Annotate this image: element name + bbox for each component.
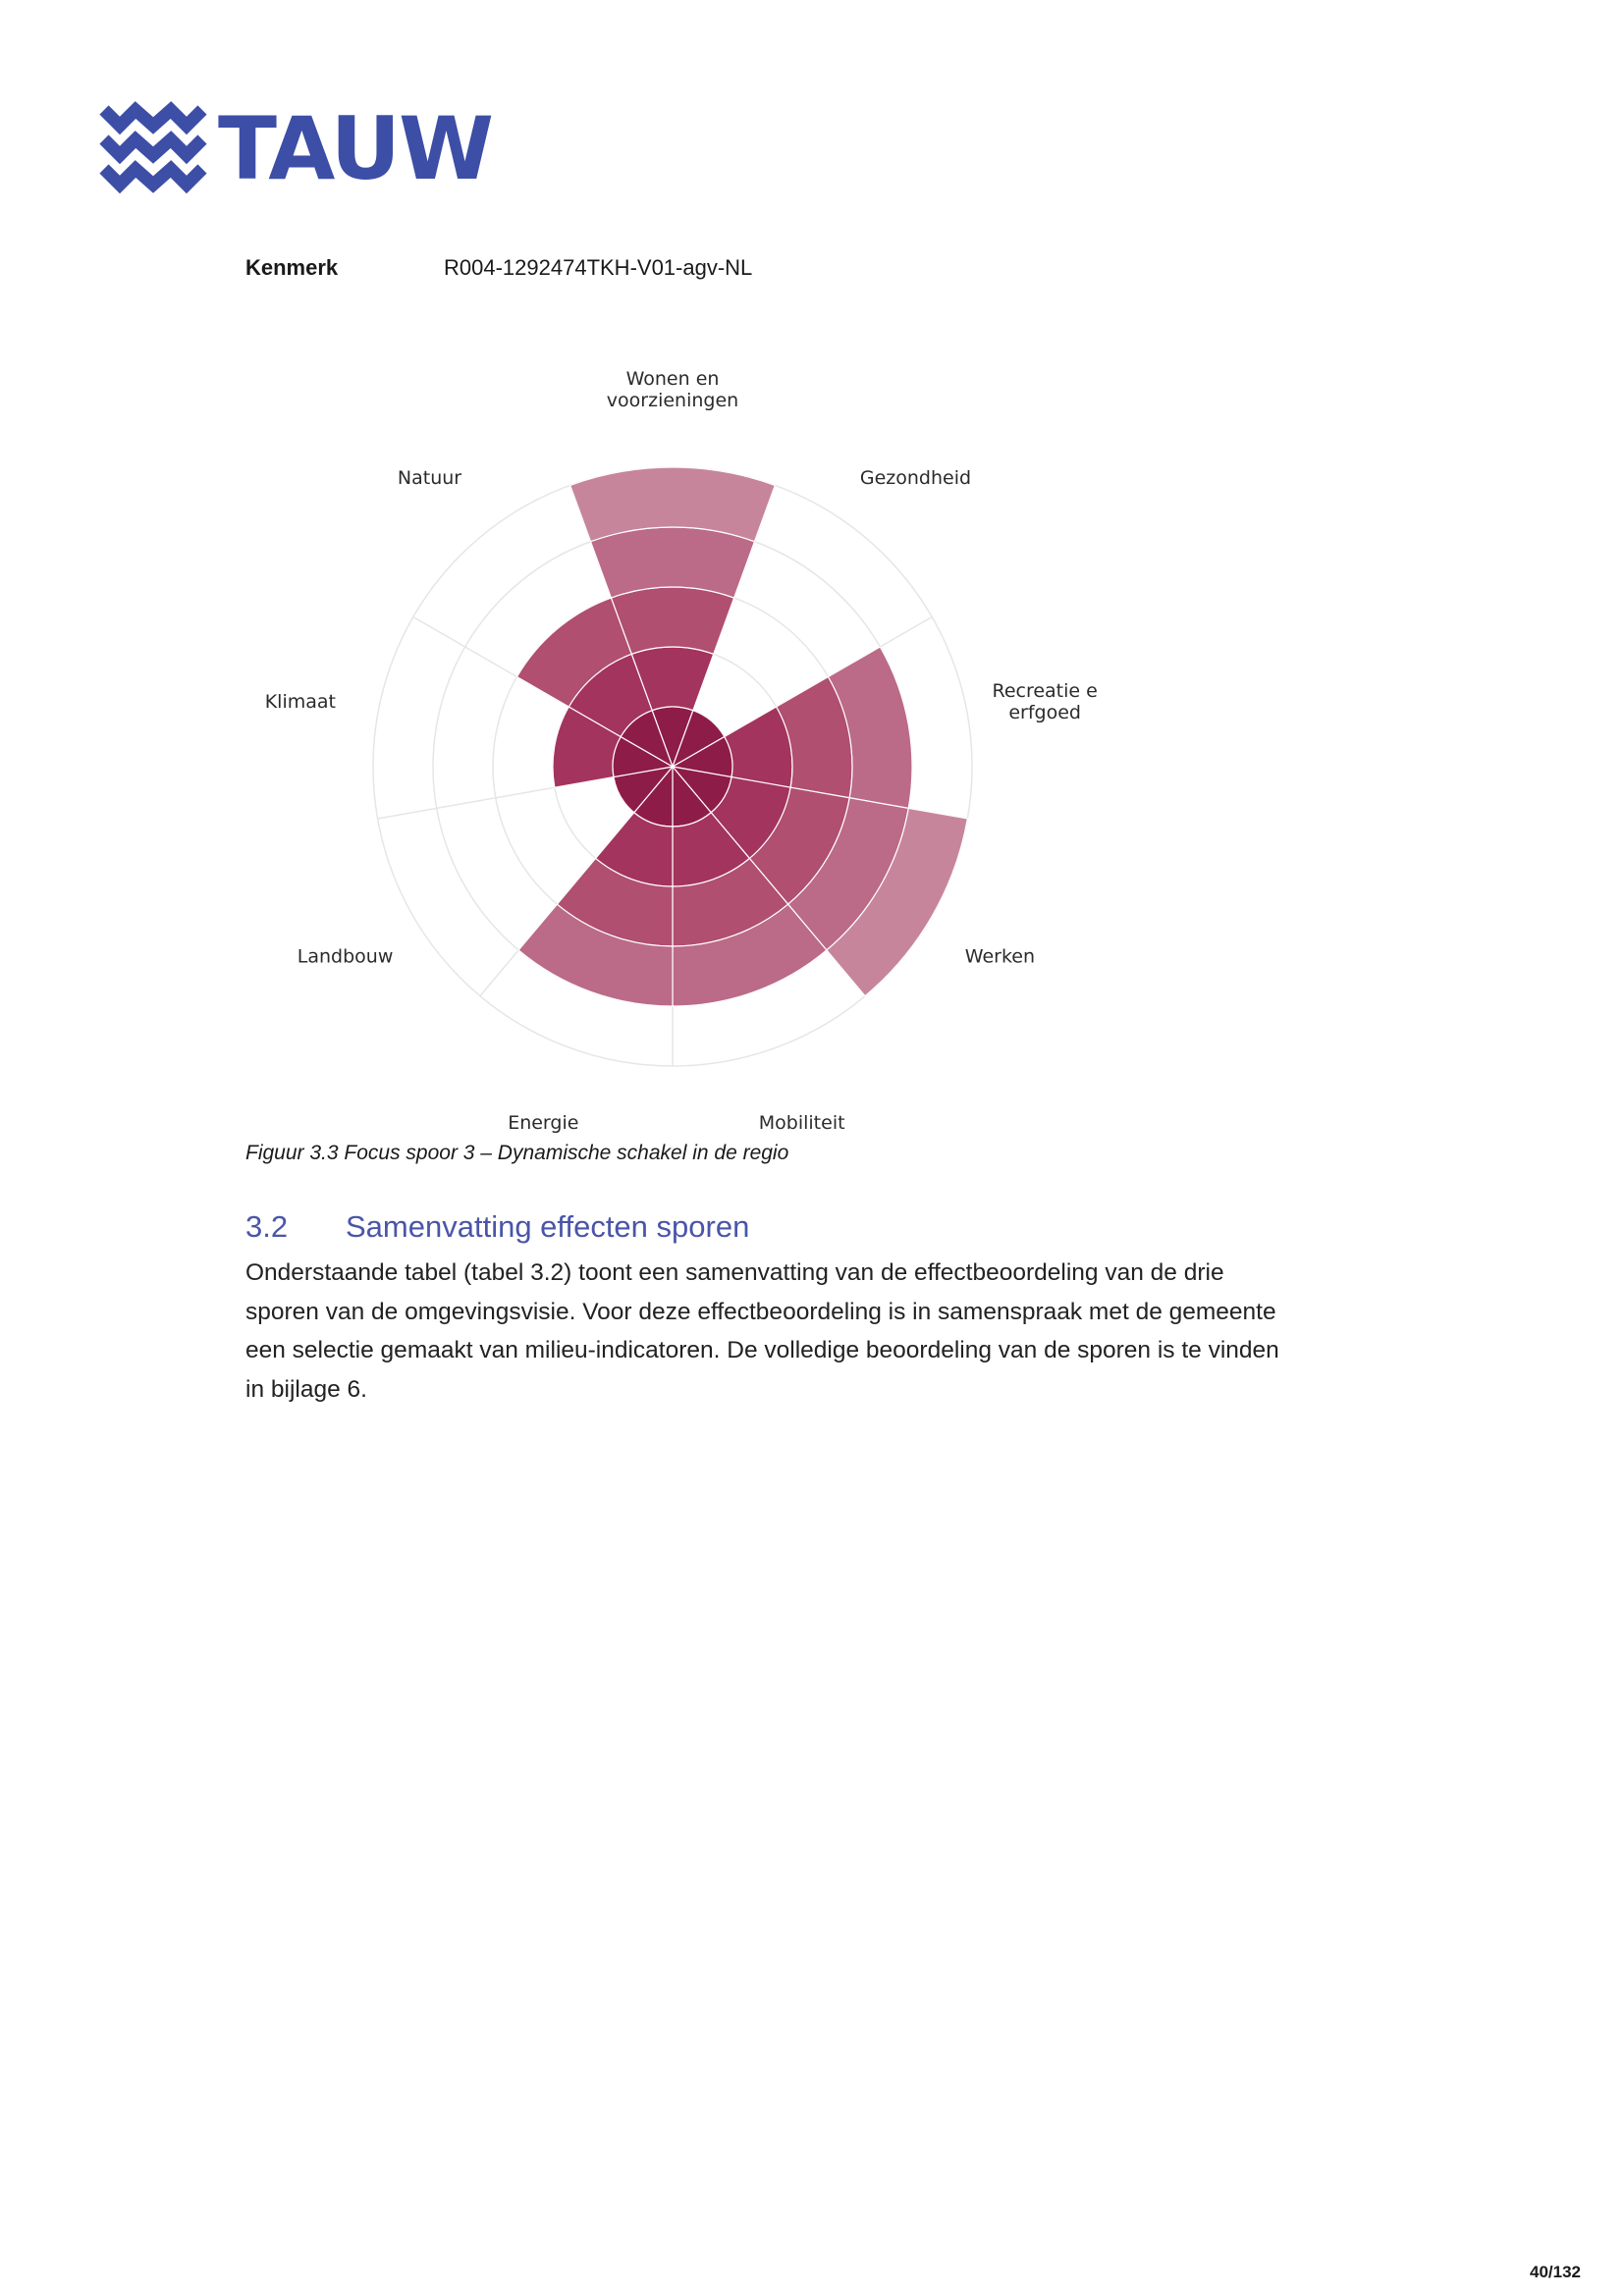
company-logo [98,98,491,201]
polar-area-chart [245,368,1129,1134]
logo-wordmark: TAUW [218,98,493,199]
category-label: Energie [508,1111,579,1134]
body-line: een selectie gemaakt van milieu-indicatoren. De volledige beoordeling van de sporen is te vinden [245,1337,1279,1363]
reference-label: Kenmerk [245,255,339,280]
chart-wedges [517,467,968,1006]
body-line: in bijlage 6. [245,1375,367,1403]
category-label: Mobiliteit [758,1111,845,1134]
wedge-segment [611,587,733,654]
category-label: Wonen en voorzieningen [606,368,739,411]
category-label: Landbouw [297,945,394,968]
category-label: Natuur [397,467,462,490]
tauw-wave-icon [98,98,208,201]
figure-caption: Figuur 3.3 Focus spoor 3 – Dynamische schakel in de regio [245,1142,789,1164]
section-number: 3.2 [245,1209,289,1244]
wedge-segment [591,527,755,598]
body-paragraph [245,1254,1384,1409]
category-label: Klimaat [264,691,336,714]
page-number: 40/132 [1530,2263,1581,2281]
category-label: Gezondheid [859,467,972,490]
section-title: Samenvatting effecten sporen [346,1209,750,1244]
category-label: Werken [964,945,1036,968]
body-line: Onderstaande tabel (tabel 3.2) toont een samenvatting van de effectbeoordeling van de drie [245,1259,1224,1286]
body-line: sporen van de omgevingsvisie. Voor deze effectbeoordeling is in samenspraak met de gemeente [245,1298,1276,1325]
category-label: Recreatie e erfgoed [992,680,1098,724]
reference-value: R004-1292474TKH-V01-agv-NL [444,255,753,280]
